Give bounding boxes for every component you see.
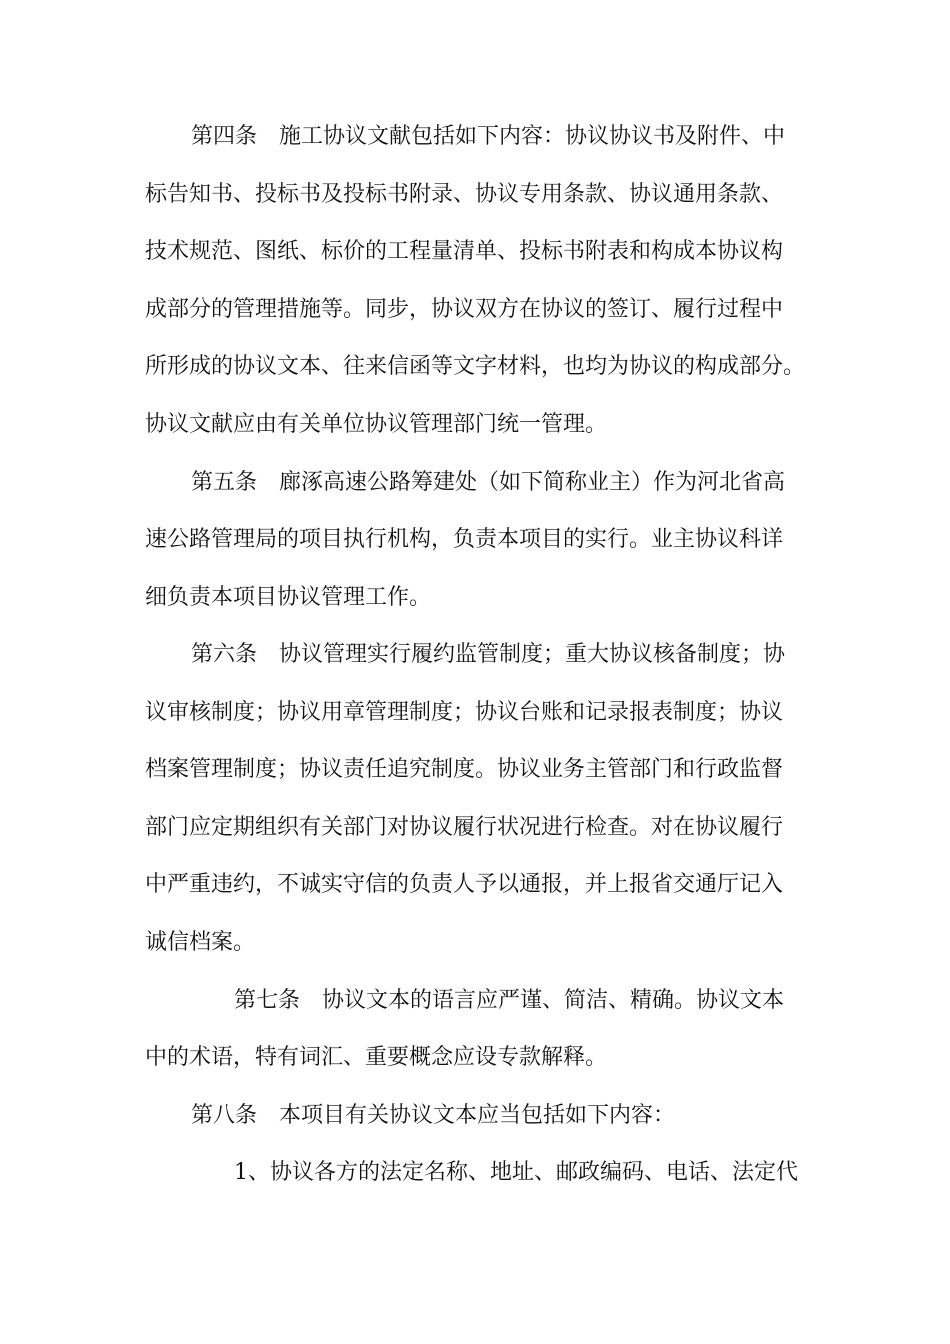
article-6-line-5: 中严重违约，不诚实守信的负责人予以通报，并上报省交通厅记入 — [145, 872, 784, 897]
article-7-line-2: 中的术语，特有词汇、重要概念应设专款解释。 — [145, 1045, 608, 1070]
article-6-line-6: 诚信档案。 — [145, 930, 256, 955]
article-7-line-1: 第七条 协议文本的语言应严谨、简洁、精确。协议文本 — [234, 988, 785, 1013]
article-6-line-1: 第六条 协议管理实行履约监管制度；重大协议核备制度；协 — [191, 642, 786, 667]
article-5-line-2: 速公路管理局的项目执行机构，负责本项目的实行。业主协议科详 — [145, 527, 784, 552]
article-4-line-2: 标告知书、投标书及投标书附录、协议专用条款、协议通用条款、 — [145, 182, 784, 207]
article-4-line-4: 成部分的管理措施等。同步，协议双方在协议的签订、履行过程中 — [145, 297, 784, 322]
article-8-line-1: 第八条 本项目有关协议文本应当包括如下内容： — [191, 1103, 676, 1128]
article-8-item-1-line-1: 1、协议各方的法定名称、地址、邮政编码、电话、法定代 — [234, 1160, 798, 1185]
article-4-line-1: 第四条 施工协议文献包括如下内容：协议协议书及附件、中 — [191, 124, 786, 149]
article-5-line-3: 细负责本项目协议管理工作。 — [145, 585, 432, 610]
article-6-line-4: 部门应定期组织有关部门对协议履行状况进行检查。对在协议履行 — [145, 815, 784, 840]
article-4-line-5: 所形成的协议文本、往来信函等文字材料，也均为协议的构成部分。 — [145, 354, 806, 379]
article-4-line-6: 协议文献应由有关单位协议管理部门统一管理。 — [145, 412, 608, 437]
article-4-line-3: 技术规范、图纸、标价的工程量清单、投标书附表和构成本协议构 — [145, 239, 784, 264]
article-5-line-1: 第五条 廊涿高速公路筹建处（如下简称业主）作为河北省高 — [191, 470, 786, 495]
article-6-line-3: 档案管理制度；协议责任追究制度。协议业务主管部门和行政监督 — [145, 757, 784, 782]
article-6-line-2: 议审核制度；协议用章管理制度；协议台账和记录报表制度；协议 — [145, 700, 784, 725]
